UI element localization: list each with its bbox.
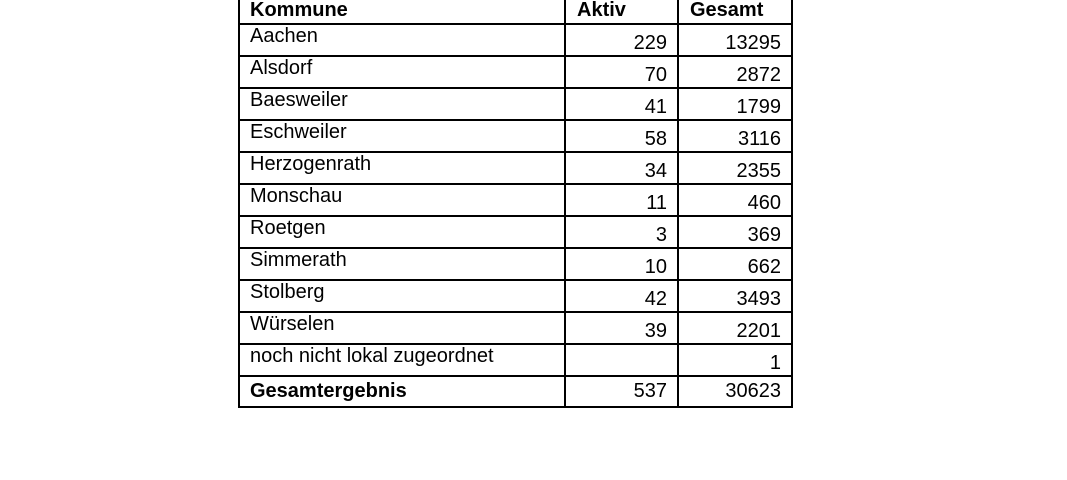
cell-gesamt: 2201: [678, 312, 792, 344]
cell-gesamt: 30623: [678, 376, 792, 407]
cell-gesamt: 3493: [678, 280, 792, 312]
table-row: [239, 248, 792, 280]
table-row: [239, 344, 792, 376]
cell-gesamt: 13295: [678, 24, 792, 56]
cell-kommune: Alsdorf: [239, 56, 565, 88]
table-row: [239, 120, 792, 152]
cell-aktiv: [565, 344, 678, 376]
cell-kommune: noch nicht lokal zugeordnet: [239, 344, 565, 376]
cell-gesamt: 1799: [678, 88, 792, 120]
header-gesamt: Gesamt: [678, 0, 792, 24]
cell-kommune: Baesweiler: [239, 88, 565, 120]
table-row: [239, 88, 792, 120]
table-row: [239, 24, 792, 56]
cell-kommune: Monschau: [239, 184, 565, 216]
cell-aktiv: 537: [565, 376, 678, 407]
table-row: [239, 280, 792, 312]
cell-aktiv: 39: [565, 312, 678, 344]
cell-kommune: Aachen: [239, 24, 565, 56]
table-row: [239, 184, 792, 216]
table-row: [239, 216, 792, 248]
cell-gesamt: 2355: [678, 152, 792, 184]
cell-kommune: Gesamtergebnis: [239, 376, 565, 407]
table-row: [239, 312, 792, 344]
header-aktiv: Aktiv: [565, 0, 678, 24]
cell-gesamt: 662: [678, 248, 792, 280]
cell-kommune: Herzogenrath: [239, 152, 565, 184]
total-row: [239, 376, 792, 407]
cell-gesamt: 460: [678, 184, 792, 216]
cell-gesamt: 2872: [678, 56, 792, 88]
cell-kommune: Würselen: [239, 312, 565, 344]
cell-kommune: Stolberg: [239, 280, 565, 312]
cell-gesamt: 3116: [678, 120, 792, 152]
cell-aktiv: 42: [565, 280, 678, 312]
cell-aktiv: 34: [565, 152, 678, 184]
kommune-table: [238, 0, 793, 408]
cell-kommune: Simmerath: [239, 248, 565, 280]
cell-aktiv: 58: [565, 120, 678, 152]
cell-aktiv: 41: [565, 88, 678, 120]
cell-aktiv: 11: [565, 184, 678, 216]
header-row: [239, 0, 792, 24]
table-row: [239, 56, 792, 88]
cell-aktiv: 10: [565, 248, 678, 280]
cell-gesamt: 369: [678, 216, 792, 248]
table-row: [239, 152, 792, 184]
cell-kommune: Roetgen: [239, 216, 565, 248]
cell-aktiv: 229: [565, 24, 678, 56]
cell-gesamt: 1: [678, 344, 792, 376]
cell-aktiv: 3: [565, 216, 678, 248]
cell-aktiv: 70: [565, 56, 678, 88]
cell-kommune: Eschweiler: [239, 120, 565, 152]
header-kommune: Kommune: [239, 0, 565, 24]
table-body: [239, 24, 792, 407]
